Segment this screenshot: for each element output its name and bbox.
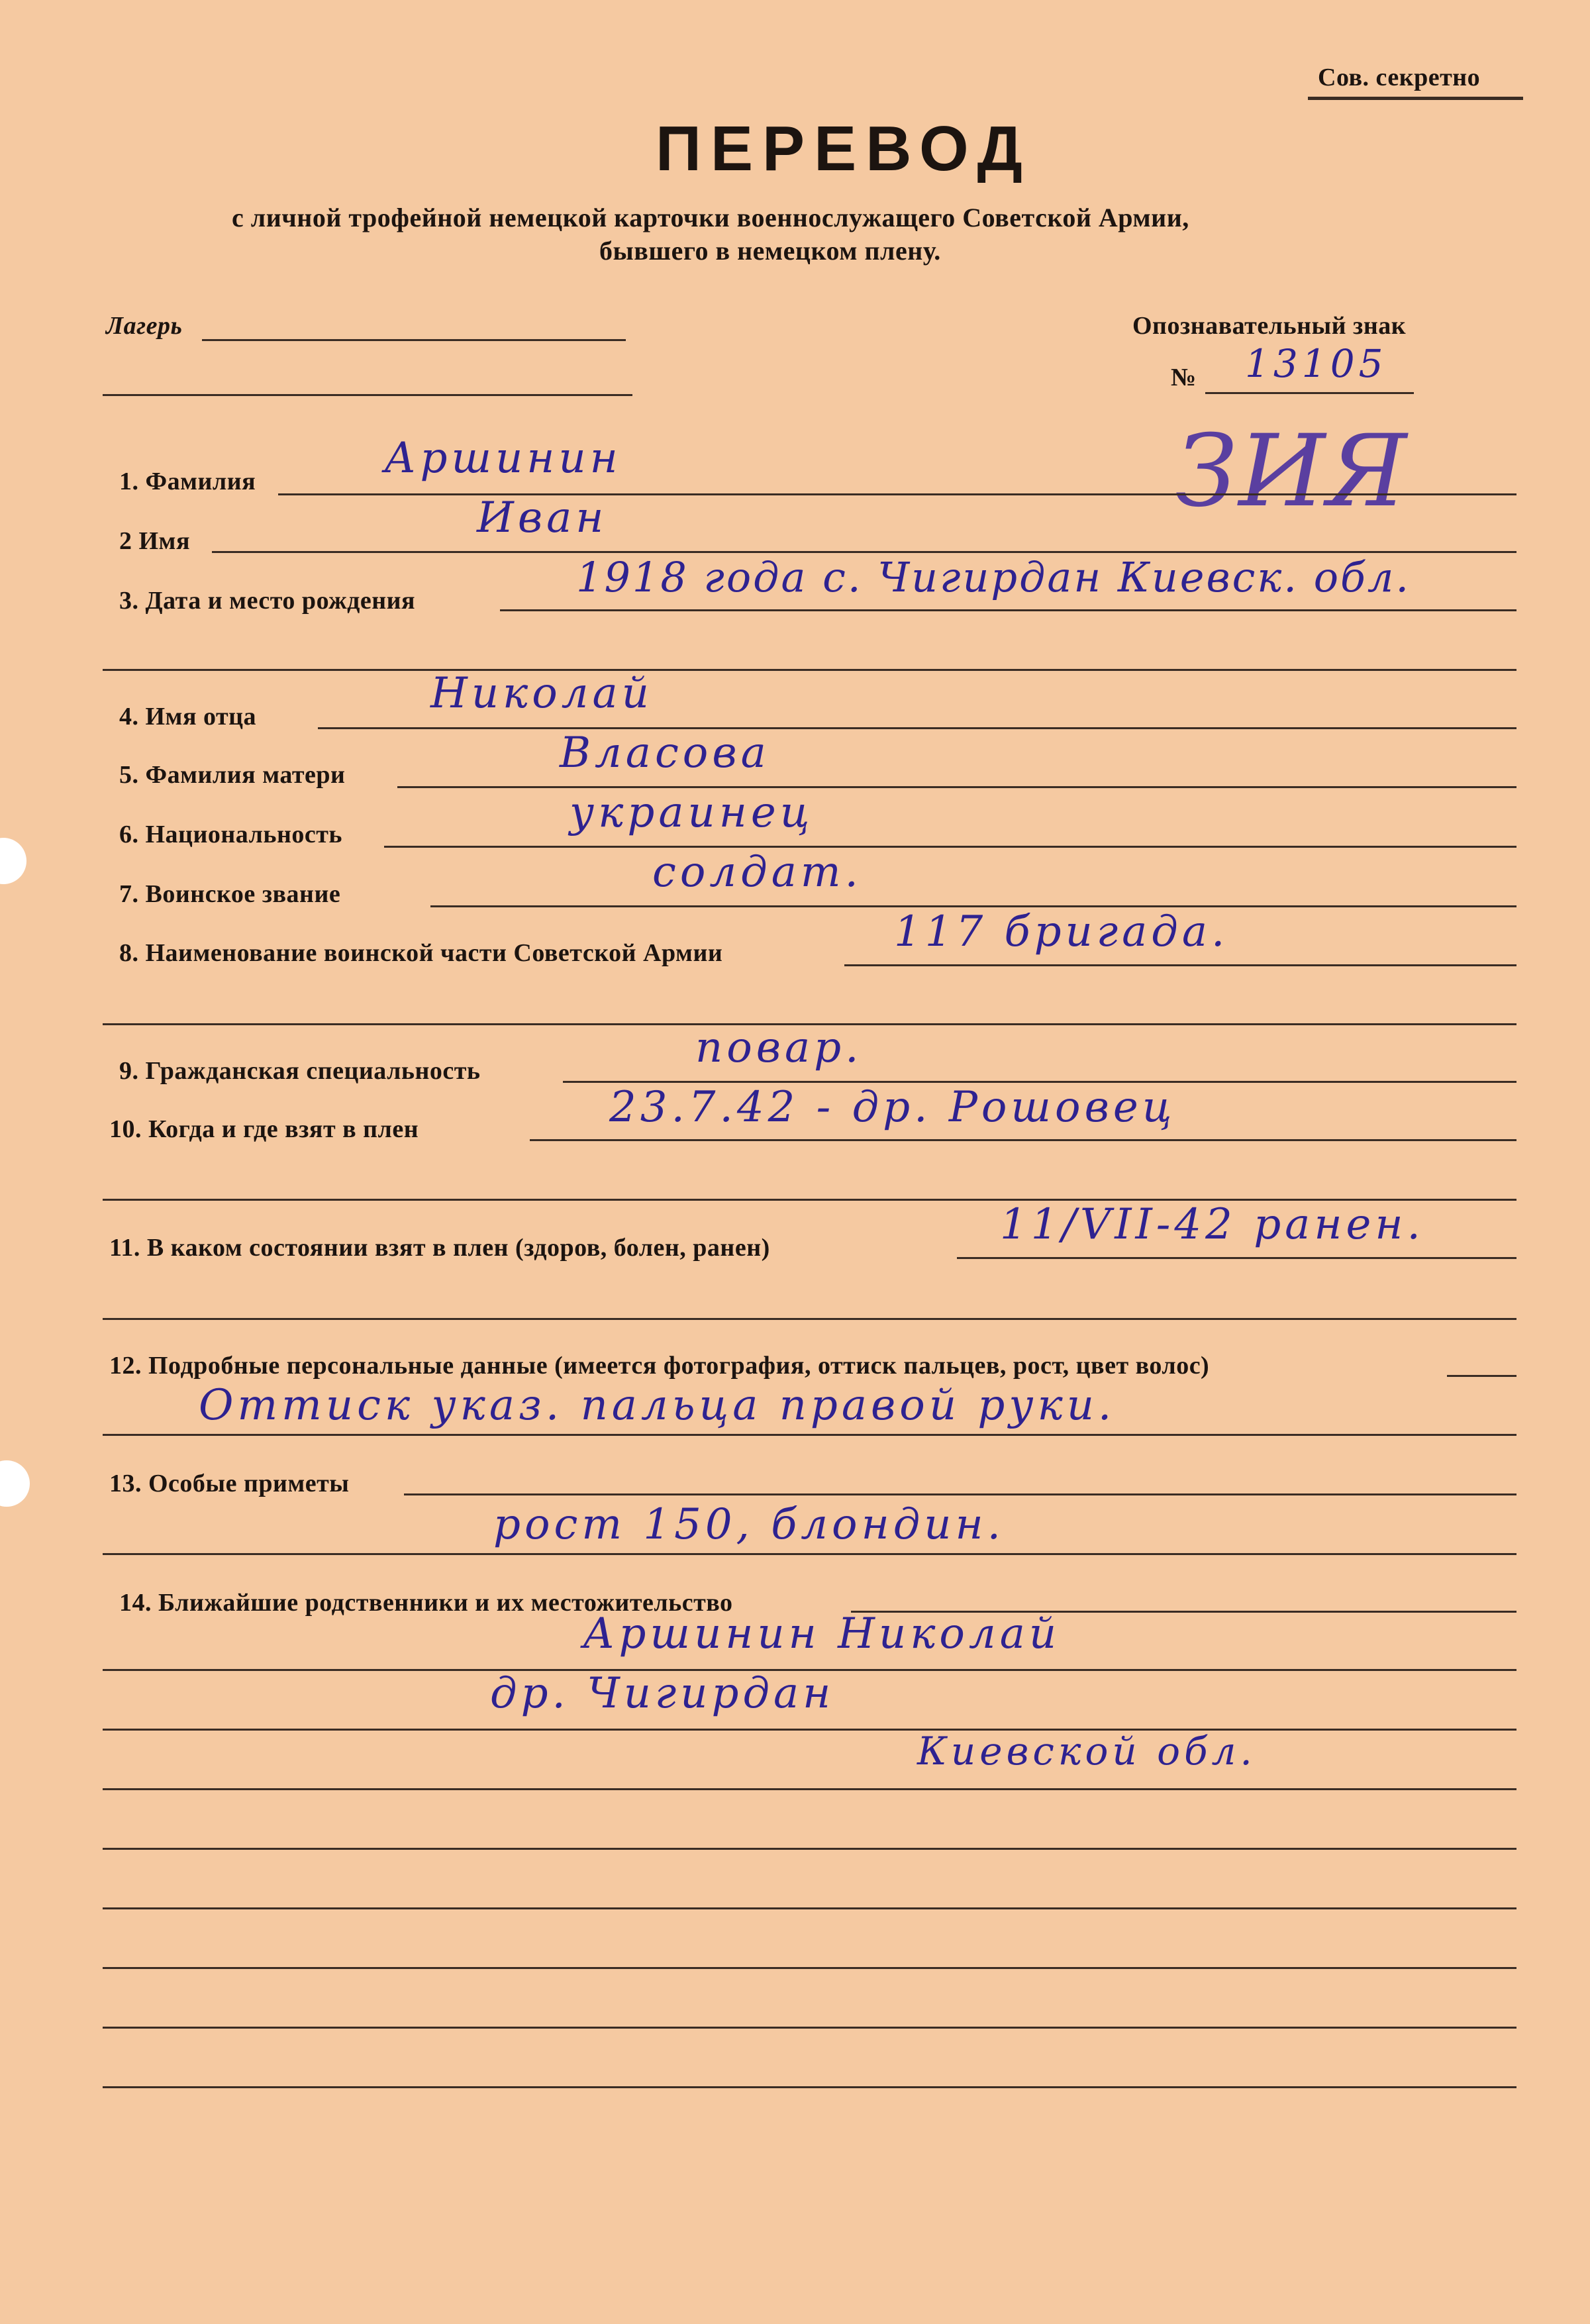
field-4-label: 4. Имя отца: [119, 703, 257, 731]
camp-label: Лагерь: [106, 312, 183, 340]
field-14-value-line3: Киевской обл.: [917, 1729, 1256, 1774]
field-13-value: рост 150, блондин.: [493, 1500, 1005, 1549]
field-11-line-continuation: [103, 1318, 1516, 1320]
field-9-value: повар.: [695, 1023, 863, 1072]
field-9-label: 9. Гражданская специальность: [119, 1057, 481, 1085]
field-11-line: [957, 1257, 1516, 1259]
field-4-value: Николай: [430, 669, 653, 718]
document-subtitle-line1: с личной трофейной немецкой карточки военнослужащего Советской Армии,: [232, 203, 1189, 232]
field-5-label: 5. Фамилия матери: [119, 761, 346, 789]
field-3-line: [500, 609, 1516, 611]
field-8-label: 8. Наименование воинской части Советской Армии: [119, 939, 723, 967]
field-10-line: [530, 1139, 1516, 1141]
classification-underline: [1308, 97, 1523, 100]
field-5-value: Власова: [560, 729, 770, 778]
field-10-value: 23.7.42 - др. Рошовец: [609, 1083, 1176, 1132]
field-8-line: [844, 964, 1516, 966]
blank-line-3: [103, 1788, 1516, 1790]
field-2-label: 2 Имя: [119, 527, 190, 555]
blank-line-2: [103, 1729, 1516, 1731]
field-2-value: Иван: [477, 493, 608, 542]
field-7-value: солдат.: [652, 848, 862, 897]
field-14-value-line2: др. Чигирдан: [490, 1669, 835, 1718]
field-14-label: 14. Ближайшие родственники и их местожительство: [119, 1589, 733, 1617]
field-10-label: 10. Когда и где взят в плен: [109, 1115, 419, 1143]
tag-number-value: 13105: [1245, 341, 1387, 386]
field-1-label: 1. Фамилия: [119, 468, 256, 495]
field-11-value: 11/VII-42 ранен.: [1000, 1200, 1424, 1249]
field-12-value: Оттиск указ. пальца правой руки.: [199, 1381, 1116, 1430]
field-4-line: [318, 727, 1516, 729]
field-11-label: 11. В каком состоянии взят в плен (здоров, болен, ранен): [109, 1234, 770, 1262]
blank-line-5: [103, 1907, 1516, 1909]
tag-number-line: [1205, 392, 1414, 394]
field-12-label: 12. Подробные персональные данные (имеется фотография, оттиск пальцев, рост, цвет волос): [109, 1352, 1210, 1380]
field-6-label: 6. Национальность: [119, 821, 343, 848]
field-13-line-continuation: [103, 1553, 1516, 1555]
field-13-label: 13. Особые приметы: [109, 1470, 350, 1497]
field-7-label: 7. Воинское звание: [119, 880, 341, 908]
field-3-label: 3. Дата и место рождения: [119, 587, 416, 615]
classification-mark: Сов. секретно: [1318, 64, 1481, 91]
document-subtitle-line2: бывшего в немецком плену.: [599, 236, 941, 266]
field-6-value: украинец: [570, 788, 814, 837]
blank-line-4: [103, 1848, 1516, 1850]
punch-hole-upper: [0, 838, 26, 884]
field-3-line-continuation: [103, 669, 1516, 671]
field-12-line: [1447, 1375, 1516, 1377]
field-6-line: [384, 846, 1516, 848]
field-1-value: Аршинин: [384, 434, 622, 483]
punch-hole-lower: [0, 1460, 30, 1507]
field-3-value: 1918 года с. Чигирдан Киевск. обл.: [576, 553, 1411, 601]
field-1-line: [278, 493, 1516, 495]
camp-line-2: [103, 394, 632, 396]
stamp-mark: ЗИЯ: [1175, 414, 1409, 529]
tag-number-prefix: №: [1171, 364, 1197, 391]
field-13-line: [404, 1493, 1516, 1495]
field-8-value: 117 бригада.: [894, 907, 1229, 956]
field-14-value-line1: Аршинин Николай: [583, 1609, 1061, 1658]
field-12-line-continuation: [103, 1434, 1516, 1436]
document-title: ПЕРЕВОД: [656, 113, 1032, 184]
blank-line-1: [103, 1669, 1516, 1671]
tag-label: Опознавательный знак: [1132, 312, 1407, 340]
blank-line-6: [103, 1967, 1516, 1969]
blank-line-7: [103, 2027, 1516, 2029]
camp-line-1: [202, 339, 626, 341]
blank-line-8: [103, 2086, 1516, 2088]
field-5-line: [397, 786, 1516, 788]
